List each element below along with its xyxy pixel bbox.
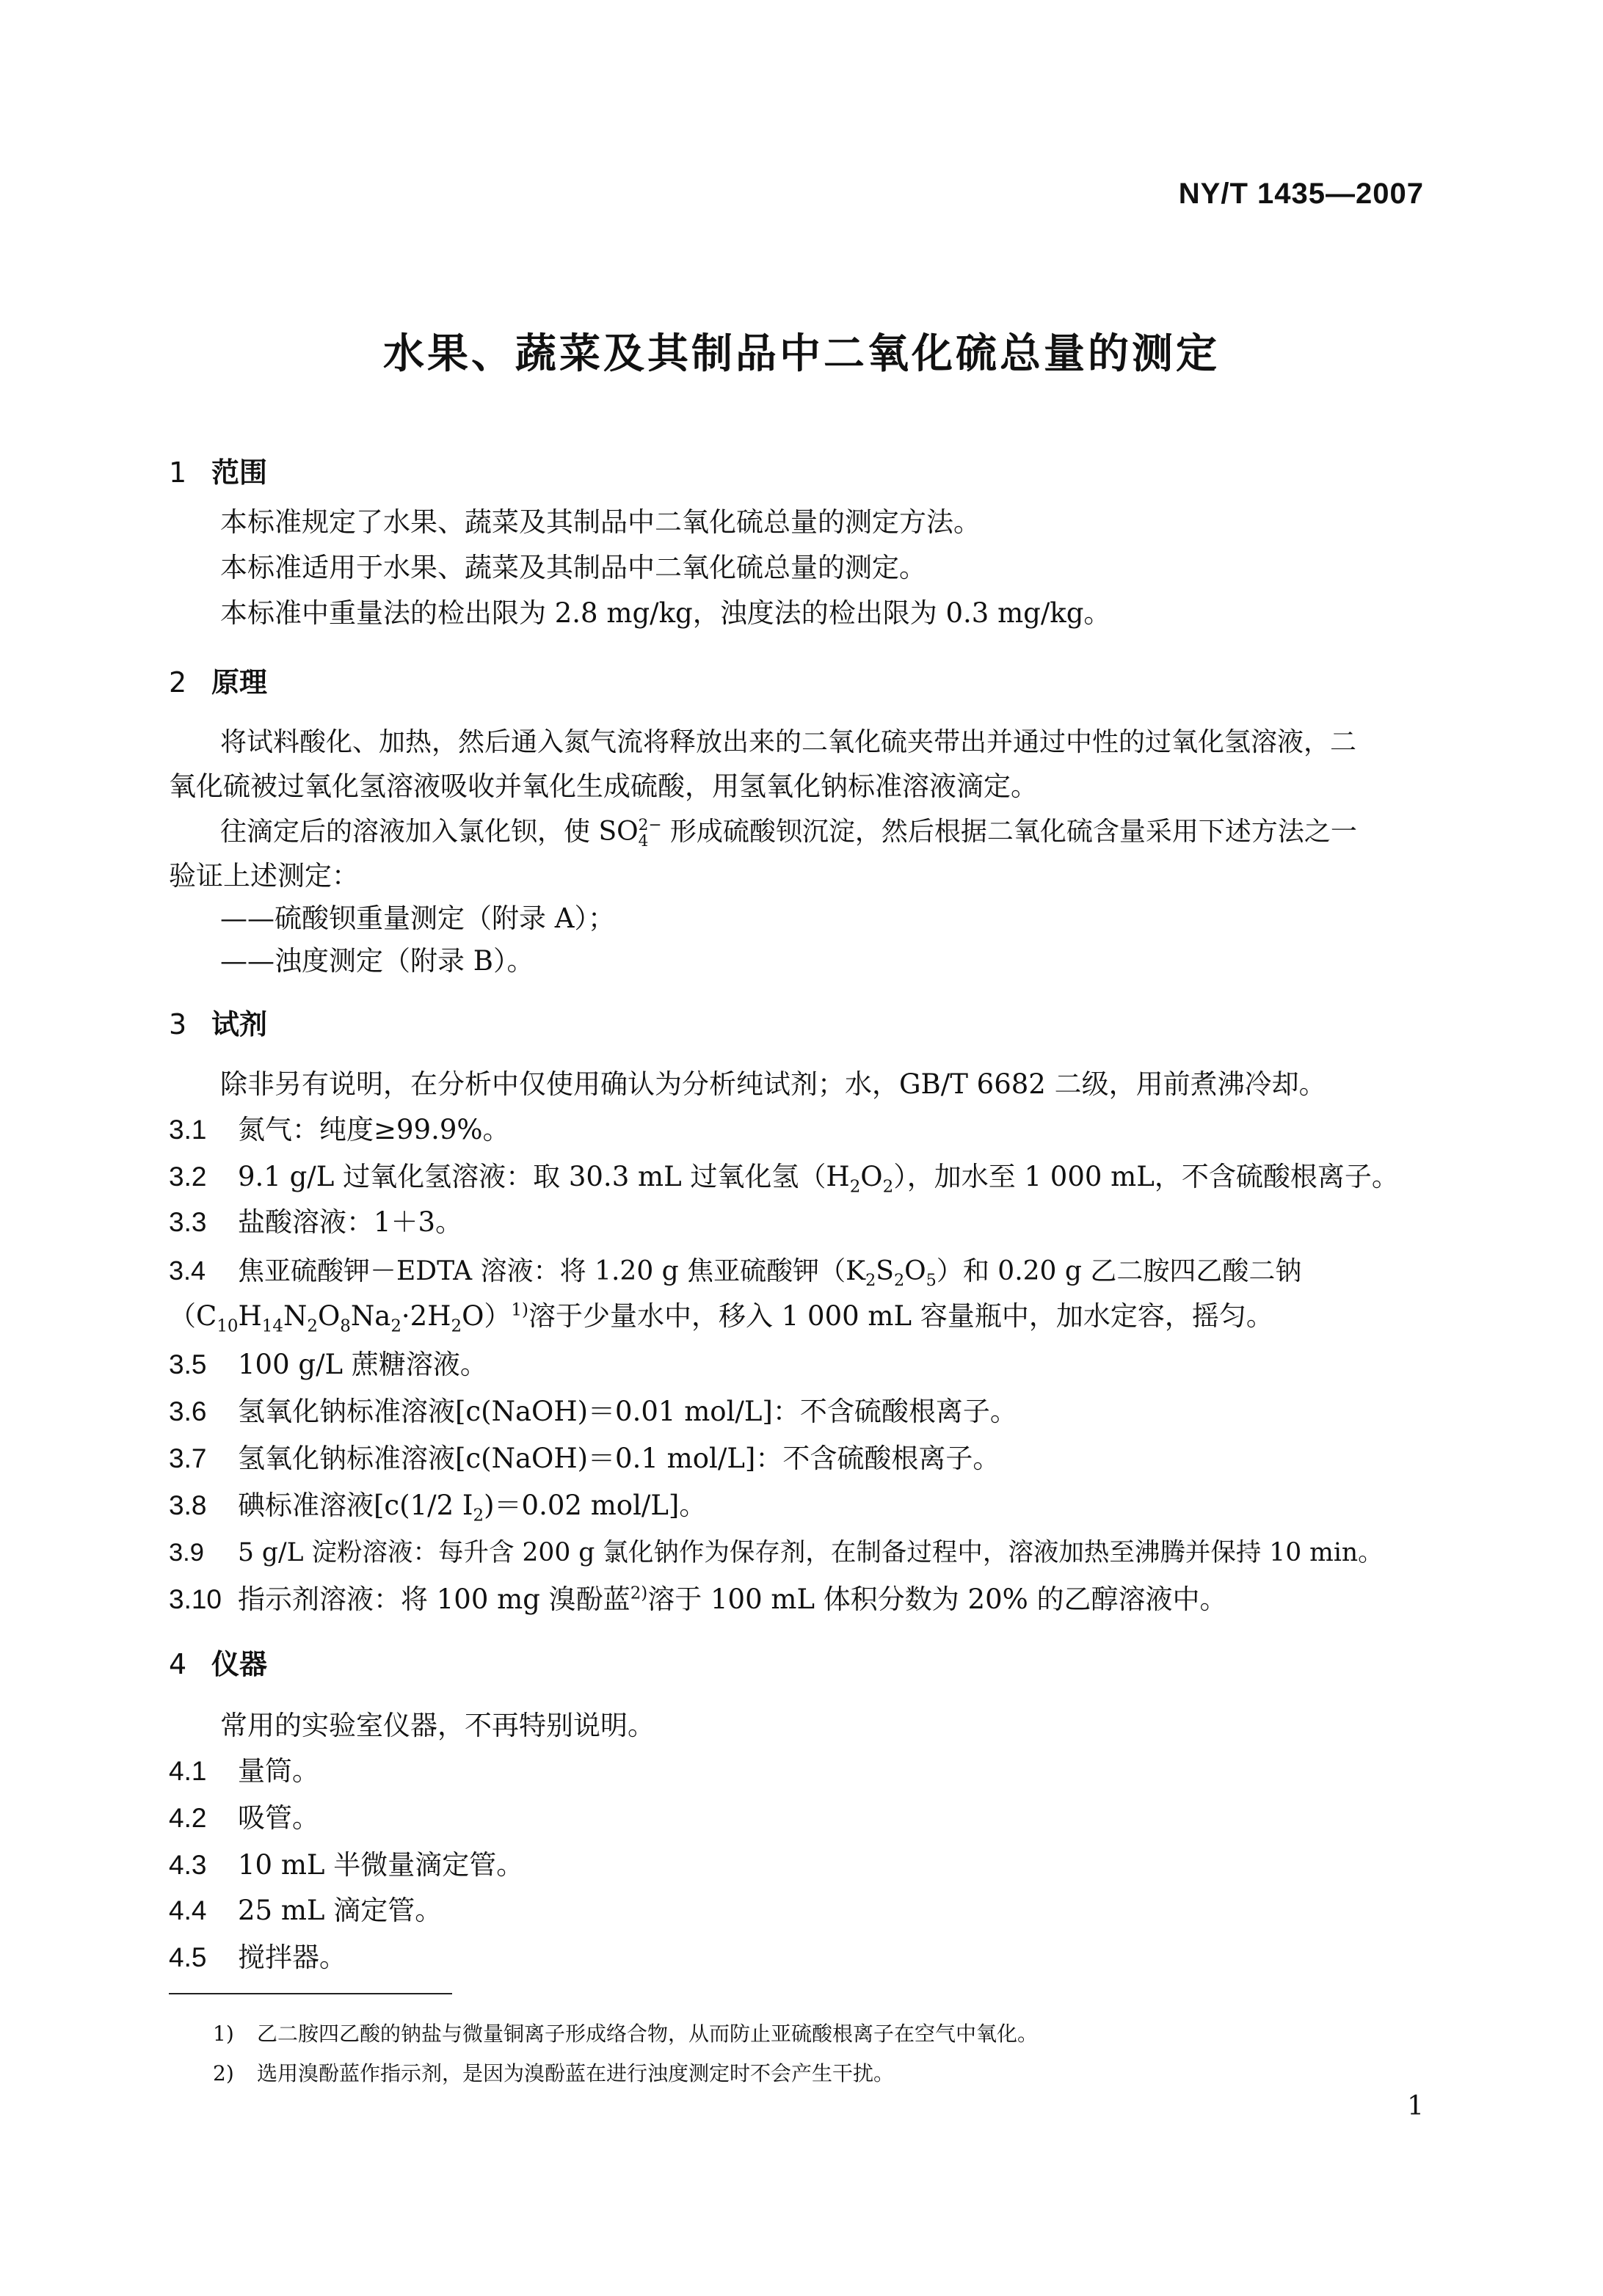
reagent-item: 3.6 氢氧化钠标准溶液[c(NaOH)＝0.01 mol/L]：不含硫酸根离子。: [169, 1396, 1017, 1427]
reagent-item: 3.9 5 g/L 淀粉溶液：每升含 200 g 氯化钠作为保存剂，在制备过程中，溶液加热至沸腾并保持 10 min。: [169, 1538, 1384, 1567]
list-item: ——浊度测定（附录 B）。: [220, 945, 534, 977]
section-title: 原理: [211, 666, 268, 699]
apparatus-item: 4.2 吸管。: [169, 1802, 319, 1834]
reagent-item: 3.2 9.1 g/L 过氧化氢溶液：取 30.3 mL 过氧化氢$(H_2O_2)$，加水至 1 000 mL，不含硫酸根离子。: [169, 1161, 1399, 1197]
apparatus-item: 4.4 25 mL 滴定管。: [169, 1895, 443, 1926]
page-number: 1: [1407, 2091, 1424, 2121]
paragraph: 将试料酸化、加热，然后通入氮气流将释放出来的二氧化硫夹带出并通过中性的过氧化氢溶液，二: [220, 727, 1357, 757]
footnote: 1) 乙二胺四乙酸的钠盐与微量铜离子形成络合物，从而防止亚硫酸根离子在空气中氧化。: [213, 2022, 1039, 2046]
paragraph: 本标准规定了水果、蔬菜及其制品中二氧化硫总量的测定方法。: [220, 506, 981, 538]
section-number: 1: [169, 456, 187, 489]
section-number: 4: [169, 1648, 187, 1680]
section-4-heading: [169, 1647, 267, 1682]
paragraph: 往滴定后的溶液加入氯化钡，使 SO 2− 4 形成硫酸钡沉淀，然后根据二氧化硫含量采用下述方法之一: [220, 816, 1357, 850]
reagent-item: 3.10 指示剂溶液：将 100 mg 溴酚蓝$^{2)}$溶于 100 mL 体积分数为 20% 的乙醇溶液中。: [169, 1583, 1227, 1615]
section-1-heading: [169, 455, 267, 490]
paragraph: 氧化硫被过氧化氢溶液吸收并氧化生成硫酸，用氢氧化钠标准溶液滴定。: [169, 770, 1038, 802]
paragraph: 本标准适用于水果、蔬菜及其制品中二氧化硫总量的测定。: [220, 552, 926, 583]
list-item: ——硫酸钡重量测定（附录 A）；: [220, 903, 615, 934]
apparatus-item: 4.1 量筒。: [169, 1755, 319, 1787]
reagent-item-continuation: $(C_{10}H_{14}N_2O_8Na_2\cdot 2H_2O)^{1)}$溶于少量水中，移入 1 000 mL 容量瓶中，加水定容，摇匀。: [169, 1300, 1273, 1336]
reagent-item: 3.4 焦亚硫酸钾－EDTA 溶液：将 1.20 g 焦亚硫酸钾$(K_2S_2O_5)$和 0.20 g 乙二胺四乙酸二钠: [169, 1255, 1302, 1291]
section-title: 试剂: [211, 1008, 268, 1041]
section-3-heading: [169, 1007, 267, 1042]
paragraph: 除非另有说明，在分析中仅使用确认为分析纯试剂；水，GB/T 6682 二级，用前煮沸冷却。: [220, 1068, 1326, 1100]
paragraph: 本标准中重量法的检出限为 2.8 mg/kg，浊度法的检出限为 0.3 mg/kg。: [220, 597, 1111, 629]
reagent-item: 3.5 100 g/L 蔗糖溶液。: [169, 1349, 487, 1380]
paragraph: 常用的实验室仪器，不再特别说明。: [220, 1710, 655, 1741]
section-number: 3: [169, 1008, 187, 1041]
footnote-separator: [169, 1993, 452, 1994]
document-title: 水果、蔬菜及其制品中二氧化硫总量的测定: [383, 330, 1220, 378]
reagent-item: 3.3 盐酸溶液：1＋3。: [169, 1206, 463, 1238]
section-2-heading: [169, 665, 267, 700]
section-number: 2: [169, 666, 187, 699]
reagent-item: 3.1 氮气：纯度≥99.9%。: [169, 1114, 510, 1145]
paragraph: 验证上述测定：: [169, 860, 359, 892]
apparatus-item: 4.5 搅拌器。: [169, 1942, 346, 1973]
section-title: 仪器: [211, 1648, 268, 1680]
section-title: 范围: [211, 456, 268, 489]
footnote: 2) 选用溴酚蓝作指示剂，是因为溴酚蓝在进行浊度测定时不会产生干扰。: [213, 2061, 895, 2085]
apparatus-item: 4.3 10 mL 半微量滴定管。: [169, 1849, 524, 1881]
reagent-item: 3.8 碘标准溶液[c(1/2 $I_2)=0.02$ mol/L]。: [169, 1490, 707, 1526]
standard-code: NY/T 1435—2007: [1178, 178, 1424, 210]
reagent-item: 3.7 氢氧化钠标准溶液[c(NaOH)＝0.1 mol/L]：不含硫酸根离子。: [169, 1443, 1000, 1474]
